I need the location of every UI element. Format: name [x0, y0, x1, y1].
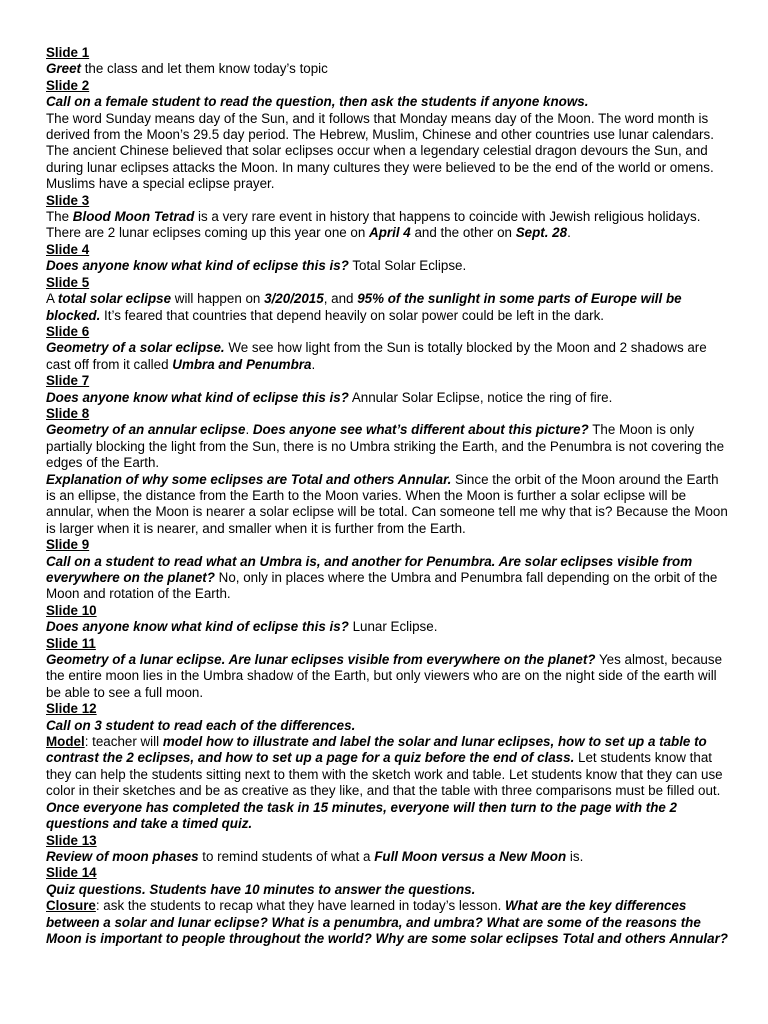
body-text: , and: [323, 291, 358, 307]
body-text: Annular Solar Eclipse, notice the ring of fire.: [348, 389, 613, 405]
slide-paragraph: [46, 340, 728, 373]
emphasis-text: model how to illustrate and label the solar and lunar eclipses, how to set up a table to contrast the 2 eclipses, and how to set up a page for a quiz before the end of class.: [46, 734, 707, 766]
slide-paragraph: [46, 882, 728, 898]
body-text: is a very rare event in history that happens to coincide with Jewish religious holidays. There are 2 lunar eclipses coming up this year one on: [46, 209, 701, 241]
slide-heading: Slide 14: [46, 865, 97, 881]
emphasis-text: Greet: [46, 61, 81, 77]
emphasis-text: total solar eclipse: [57, 291, 172, 307]
body-text: It’s feared that countries that depend heavily on solar power could be left in the dark.: [100, 307, 605, 323]
slide-paragraph: [46, 554, 728, 603]
slide-heading: Slide 6: [46, 323, 90, 339]
slide-section-7: [46, 373, 728, 406]
emphasis-text: 95% of the sunlight in some parts of Europe will be blocked.: [46, 291, 682, 323]
slide-paragraph: [46, 422, 728, 471]
emphasis-text: Geometry of a solar eclipse.: [46, 340, 225, 356]
slide-section-2: [46, 78, 728, 193]
slide-section-3: [46, 193, 728, 242]
emphasis-text: 3/20/2015: [264, 291, 324, 307]
body-text: : ask the students to recap what they have learned in today’s lesson.: [95, 898, 506, 914]
slide-paragraph: [46, 111, 728, 193]
slide-section-14: [46, 865, 728, 947]
slide-paragraph: [46, 209, 728, 242]
slide-heading: Slide 10: [46, 602, 97, 618]
emphasis-text: Quiz questions. Students have 10 minutes to answer the questions.: [46, 881, 476, 897]
body-text: The Moon is only partially blocking the light from the Sun, there is no Umbra striking the Earth, and the Penumbra is not covering the edges of the Earth.: [46, 422, 725, 471]
emphasis-text: Umbra and Penumbra: [172, 356, 312, 372]
body-text: We see how light from the Sun is totally blocked by the Moon and 2 shadows are cast off from it called: [46, 340, 707, 372]
emphasis-text: Call on a female student to read the question, then ask the students if anyone knows.: [46, 94, 589, 110]
emphasis-text: April 4: [369, 225, 411, 241]
emphasis-text: Once everyone has completed the task in 15 minutes, everyone will then turn to the page with the 2 questions and take a timed quiz.: [46, 799, 678, 832]
emphasis-text: Geometry of a lunar eclipse. Are lunar eclipses visible from everywhere on the planet?: [46, 652, 596, 668]
slide-heading: Slide 12: [46, 701, 97, 717]
slide-section-10: [46, 603, 728, 636]
emphasis-text: Sept. 28: [515, 225, 568, 241]
body-text: Yes almost, because the entire moon lies in the Umbra shadow of the Earth, but only viewers who are on the night side of the earth will be able to see a full moon.: [46, 652, 723, 700]
section-label: Model: [46, 734, 85, 750]
body-text: Let students know that they can help the students sitting next to them with the sketch work and table. Let students know that they can use color in their sketches and be as creative as they like, and that the table with three comparisons must be filled out.: [46, 750, 723, 799]
slide-paragraph: [46, 619, 728, 635]
slide-paragraph: [46, 652, 728, 701]
slide-paragraph: [46, 94, 728, 110]
body-text: A: [46, 291, 58, 307]
slide-heading: Slide 4: [46, 241, 90, 257]
slide-heading: Slide 7: [46, 373, 90, 389]
body-text: .: [245, 422, 253, 438]
body-text: Since the orbit of the Moon around the Earth is an ellipse, the distance from the Earth to the Moon varies. When the Moon is further a solar eclipse will be annular, when the Moon is nearer a solar eclipse will be total. Can someone tell me why that is? Because the Moon is larger when it is nearer, and smaller when it is further from the Earth.: [46, 471, 728, 536]
slide-paragraph: [46, 898, 728, 947]
body-text: the class and let them know today’s topic: [80, 61, 328, 77]
body-text: The: [46, 209, 73, 225]
slide-section-9: [46, 537, 728, 603]
emphasis-text: Full Moon versus a New Moon: [374, 848, 567, 864]
body-text: : teacher will: [84, 734, 163, 750]
body-text: will happen on: [171, 291, 265, 307]
slide-paragraph: [46, 734, 728, 832]
slide-heading: Slide 11: [46, 635, 96, 651]
emphasis-text: Does anyone know what kind of eclipse this is?: [46, 389, 349, 405]
emphasis-text: Call on a student to read what an Umbra is, and another for Penumbra. Are solar eclipses visible from everywhere on the planet?: [46, 553, 693, 585]
body-text: The word Sunday means day of the Sun, and it follows that Monday means day of the Moon. The word month is derived from the Moon’s 29.5 day period. The Hebrew, Muslim, Chinese and other countries use lunar calendars. The ancient Chinese believed that solar eclipses occur when a legendary celestial dragon devours the Sun, and during lunar eclipses attacks the Moon. In many cultures they were believed to be the end of the world or omens. Muslims have a special eclipse prayer.: [46, 110, 714, 192]
slide-section-8: [46, 406, 728, 537]
slide-heading: Slide 8: [46, 405, 90, 421]
slide-paragraph: [46, 718, 728, 734]
body-text: is.: [566, 848, 584, 864]
slide-paragraph: [46, 472, 728, 538]
body-text: to remind students of what a: [198, 848, 375, 864]
slide-paragraph: [46, 61, 728, 77]
slide-section-4: [46, 242, 728, 275]
slide-heading: Slide 3: [46, 192, 90, 208]
slide-paragraph: [46, 291, 728, 324]
emphasis-text: What are the key differences between a solar and lunar eclipse? What is a penumbra, and umbra? What are some of the reasons the Moon is important to people throughout the world? Why are some solar eclipses Total and others Annular?: [46, 898, 728, 946]
emphasis-text: Geometry of an annular eclipse: [46, 422, 246, 438]
body-text: Total Solar Eclipse.: [348, 258, 467, 274]
lesson-plan-content: [46, 45, 728, 947]
slide-section-5: [46, 275, 728, 324]
slide-heading: Slide 13: [46, 832, 97, 848]
slide-section-6: [46, 324, 728, 373]
slide-heading: Slide 9: [46, 537, 90, 553]
emphasis-text: Blood Moon Tetrad: [72, 209, 195, 225]
slide-heading: Slide 5: [46, 274, 90, 290]
body-text: No, only in places where the Umbra and Penumbra fall depending on the orbit of the Moon and rotation of the Earth.: [46, 570, 718, 602]
slide-paragraph: [46, 849, 728, 865]
emphasis-text: Review of moon phases: [46, 848, 199, 864]
emphasis-text: Does anyone see what’s different about this picture?: [252, 422, 589, 438]
slide-heading: Slide 1: [46, 45, 90, 60]
emphasis-text: Explanation of why some eclipses are Total and others Annular.: [46, 471, 452, 487]
section-label: Closure: [46, 898, 96, 914]
body-text: .: [567, 225, 571, 241]
slide-section-11: [46, 636, 728, 702]
emphasis-text: Does anyone know what kind of eclipse this is?: [46, 619, 349, 635]
slide-section-1: [46, 45, 728, 78]
slide-section-13: [46, 833, 728, 866]
emphasis-text: Call on 3 student to read each of the differences.: [46, 717, 356, 733]
slide-paragraph: [46, 390, 728, 406]
slide-paragraph: [46, 258, 728, 274]
body-text: and the other on: [410, 225, 516, 241]
slide-heading: Slide 2: [46, 77, 90, 93]
slide-section-12: [46, 701, 728, 832]
emphasis-text: Does anyone know what kind of eclipse this is?: [46, 258, 349, 274]
body-text: .: [311, 356, 316, 372]
body-text: Lunar Eclipse.: [348, 619, 438, 635]
